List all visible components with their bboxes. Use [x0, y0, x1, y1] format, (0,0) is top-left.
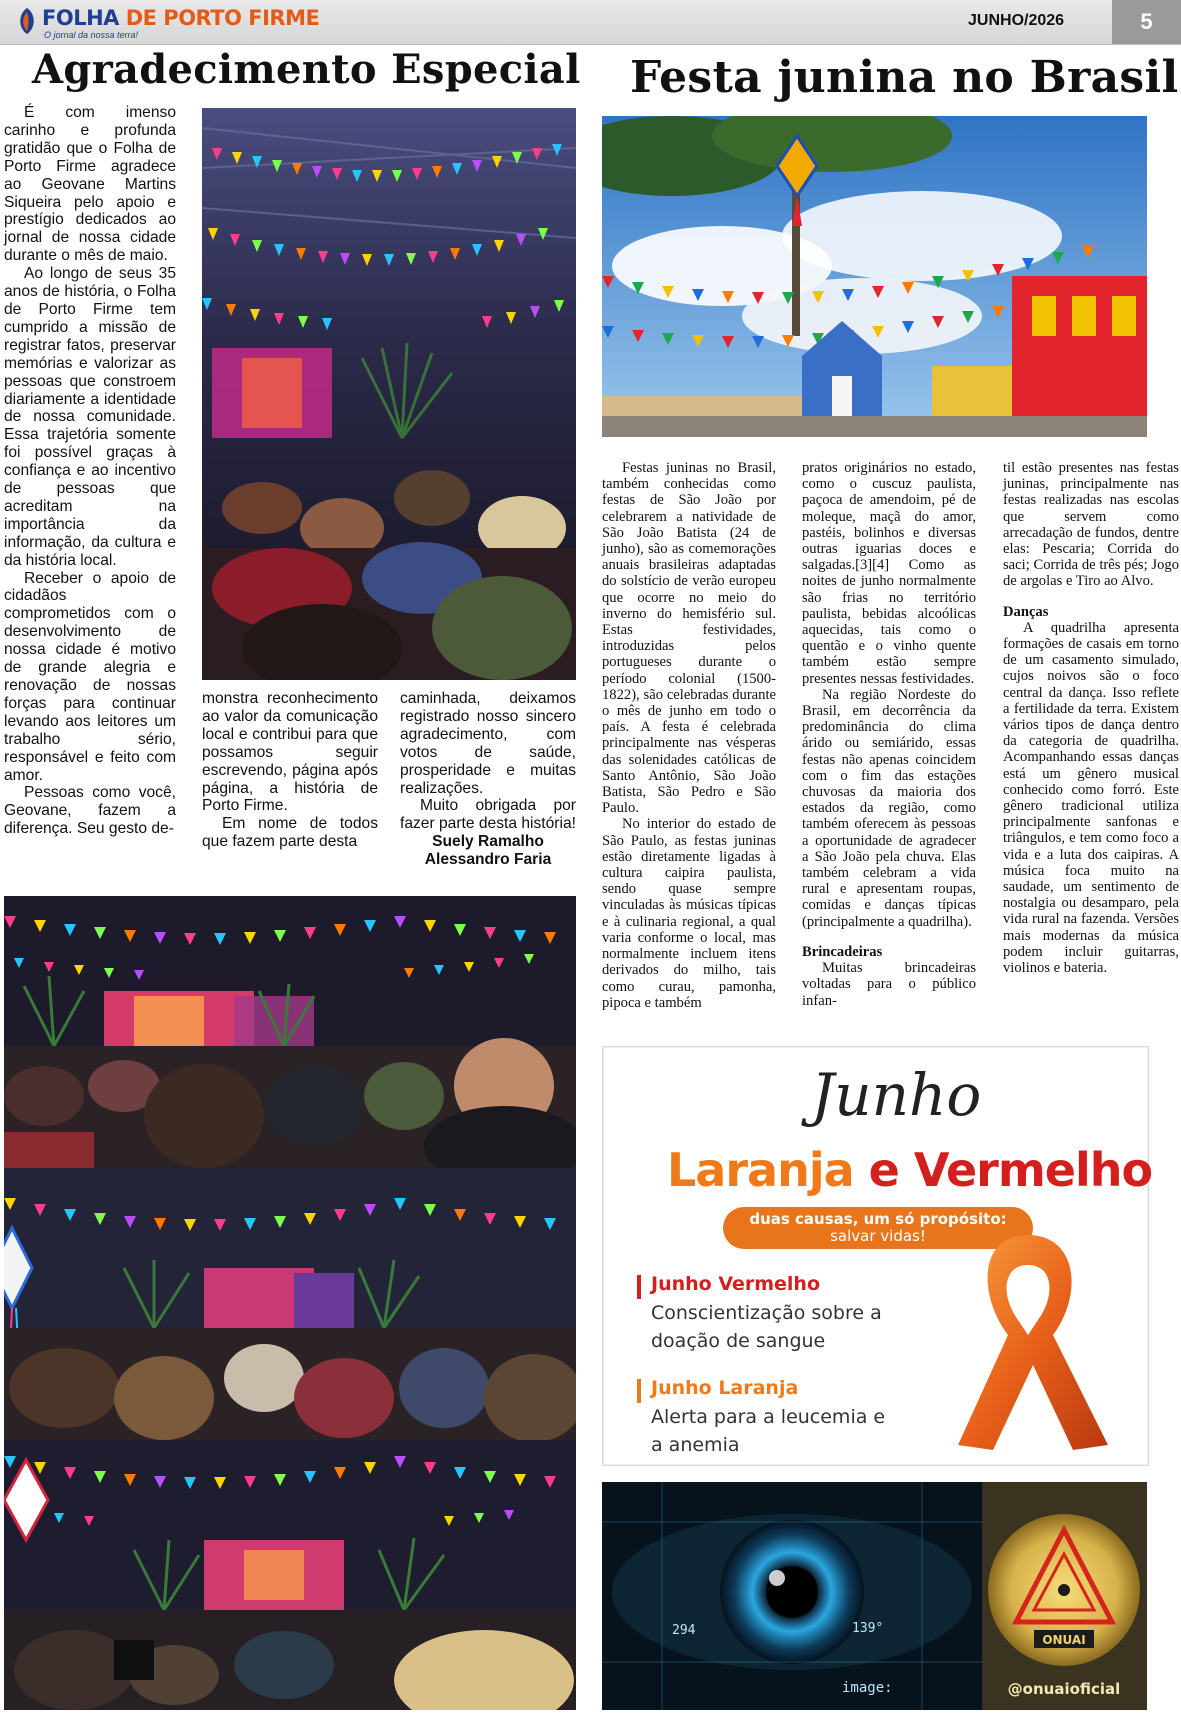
paragraph: pratos originários no estado, como o cuscuz paulista, paçoca de amendoim, pé de moleque, maçã do amor, pastéis, bolinhos e diversas outras iguarias doces e salgadas.[3][4] Como as noites de junho normalmente são frias no território paulista, bebidas alcoólicas aquecidas, tais como o quentão e o vinho quente também estão sempre presentes nessas festividades. [802, 460, 976, 687]
ad-item-title: Junho Vermelho [651, 1273, 821, 1295]
paragraph: É com imenso carinho e profunda gratidão que o Folha de Porto Firme agradece ao Geovane Martins Siqueira pelo apoio e prestígio dedicados ao jornal de nossa cidade durante o mês de maio. [4, 104, 176, 265]
paragraph: No interior do estado de São Paulo, as festas juninas estão diretamente ligadas à cultura caipira paulista, sendo quase sempre vinculadas às músicas típicas e à culinaria regional, a qual varia conforme o local, mas normalmente incluem itens derivados do milho, tais como curau, pamonha, pipoca e também [602, 816, 776, 1011]
paragraph: Muito obrigada por fazer parte desta história! [400, 797, 576, 833]
paragraph: til estão presentes nas festas juninas, principalmente nas festas realizadas nas escolas que servem como arrecadação de fundos, dentre elas: Pescaria; Corrida do saci; Corrida de três pés; Jogo de argolas e Tiro ao Alvo. [1003, 460, 1179, 590]
ad-item-laranja [637, 1377, 897, 1459]
slogan-line-1: duas causas, um só propósito: [749, 1210, 1007, 1228]
festa-column-3 [1003, 460, 1179, 976]
hud-label: 294 [672, 1623, 696, 1638]
paragraph: Em nome de todos que fazem parte desta [202, 815, 378, 851]
compass-leaf-icon [14, 6, 40, 36]
ad-item-title: Junho Laranja [651, 1377, 799, 1399]
festa-junina-street-photo [602, 116, 1147, 437]
paragraph: Muitas brincadeiras voltadas para o público infan- [802, 960, 976, 1009]
issue-date: JUNHO/2026 [968, 12, 1065, 29]
masthead-tagline: O jornal da nossa terra! [44, 30, 139, 40]
ad-title: Laranja e Vermelho [667, 1143, 1153, 1197]
onuai-banner [602, 1482, 1147, 1710]
party-photo-dance-floor [4, 896, 576, 1168]
agradecimento-column-2 [202, 690, 378, 851]
paragraph: Ao longo de seus 35 anos de história, o Folha de Porto Firme tem cumprido a missão de registrar fatos, preservar memórias e valorizar as pessoas que constroem diariamente a identidade de nossa comunidade. Essa trajetória somente foi possível graças à confiança e ao incentivo de pessoas que acreditam na importância da informação, da cultura e da história local. [4, 265, 176, 569]
signature-suely: Suely Ramalho [432, 833, 544, 851]
paragraph: Pessoas como você, Geovane, fazem a diferença. Seu gesto de- [4, 784, 176, 838]
paragraph: A quadrilha apresenta formações de casais em torno de um casamento simulado, cujos noivos são o foco central da dança. Isso reflete a fertilidade da terra. Existem vários tipos de dança dentro da categoria de quadrilha. Acompanhando essas danças está um gênero musical conhecido como forró. Este gênero tradicional utiliza principalmente sanfonas e triângulos, e tem como foco a vida e a luta dos caipiras. A música foca muito na saudade, um sentimento de nostalgia ou desamparo, pela vida rural na fazenda. Versões mais modernas da música podem incluir guitarras, violinos e bateria. [1003, 619, 1179, 977]
festa-column-2 [802, 460, 976, 1009]
agradecimento-column-1 [4, 104, 176, 838]
page-header [0, 0, 1181, 45]
subheading-brincadeiras: Brincadeiras [802, 943, 883, 960]
ad-item-text: Conscientização sobre a doação de sangue [651, 1302, 882, 1352]
masthead-brand: FOLHA DE PORTO FIRME [42, 6, 320, 30]
signature-alessandro: Alessandro Faria [424, 851, 552, 869]
instagram-handle: @onuaioficial [1007, 1680, 1121, 1698]
digital-eye-icon [602, 1482, 1147, 1710]
awareness-ribbon-icon [938, 1225, 1118, 1455]
ad-item-text: Alerta para a leucemia e a anemia [651, 1406, 886, 1456]
agradecimento-column-3 [400, 690, 576, 869]
hud-label: 139° [852, 1621, 884, 1636]
paragraph: Festas juninas no Brasil, também conhecidas como festas de São João por celebrarem a natividade de São João Batista (24 de junho), são as comemorações anuais brasileiras adaptadas do solstício de verão europeu que ocorre no meio do inverno do hemisfério sul. Estas festividades, introduzidas pelos portugueses durante o período colonial (1500-1822), são celebradas durante o mês de junho em todo o país. A festa é celebrada principalmente nas vésperas das solenidades católicas de Santo Antônio, São João Batista, São Pedro e São Paulo. [602, 460, 776, 817]
headline-agradecimento: Agradecimento Especial [32, 46, 581, 93]
hud-label: image: [842, 1680, 893, 1696]
logo-text: ONUAI [1042, 1633, 1086, 1647]
paragraph: caminhada, deixamos registrado nosso sincero agradecimento, com votos de saúde, prosperidade e muitas realizações. [400, 690, 576, 797]
paragraph: Na região Nordeste do Brasil, em decorrência da predominância do clima árido ou semiárido, essas festas não apenas coincidem com o fim das estações chuvosas da maioria dos estados da região, como também oferecem às pessoas a oportunidade de agradecer a São João pela chuva. Elas também celebram a vida rural e apresentam roupas, comidas e danças típicas (principalmente a quadrilha). [802, 686, 976, 930]
page-number: 5 [1112, 0, 1181, 44]
junho-campaign-ad [602, 1046, 1153, 1466]
party-photo-stage [202, 108, 576, 680]
ad-item-vermelho [637, 1273, 897, 1355]
paragraph: monstra reconhecimento ao valor da comunicação local e contribui para que possamos seguir escrevendo, página após página, a história de Porto Firme. [202, 690, 378, 815]
festa-column-1 [602, 460, 776, 1011]
ad-script-word: Junho [811, 1061, 982, 1129]
paragraph: Receber o apoio de cidadãos comprometidos com o desenvolvimento de nossa cidade é motivo de grande alegria e renovação de nossas forças para continuar levando aos leitores um trabalho sério, responsável e feito com amor. [4, 569, 176, 784]
slogan-line-2: salvar vidas! [830, 1227, 926, 1245]
party-photo-stage-wide [4, 1440, 576, 1710]
headline-festa-junina: Festa junina no Brasil [630, 52, 1179, 103]
party-photo-crowd [4, 1168, 576, 1440]
subheading-dancas: Danças [1003, 603, 1049, 620]
